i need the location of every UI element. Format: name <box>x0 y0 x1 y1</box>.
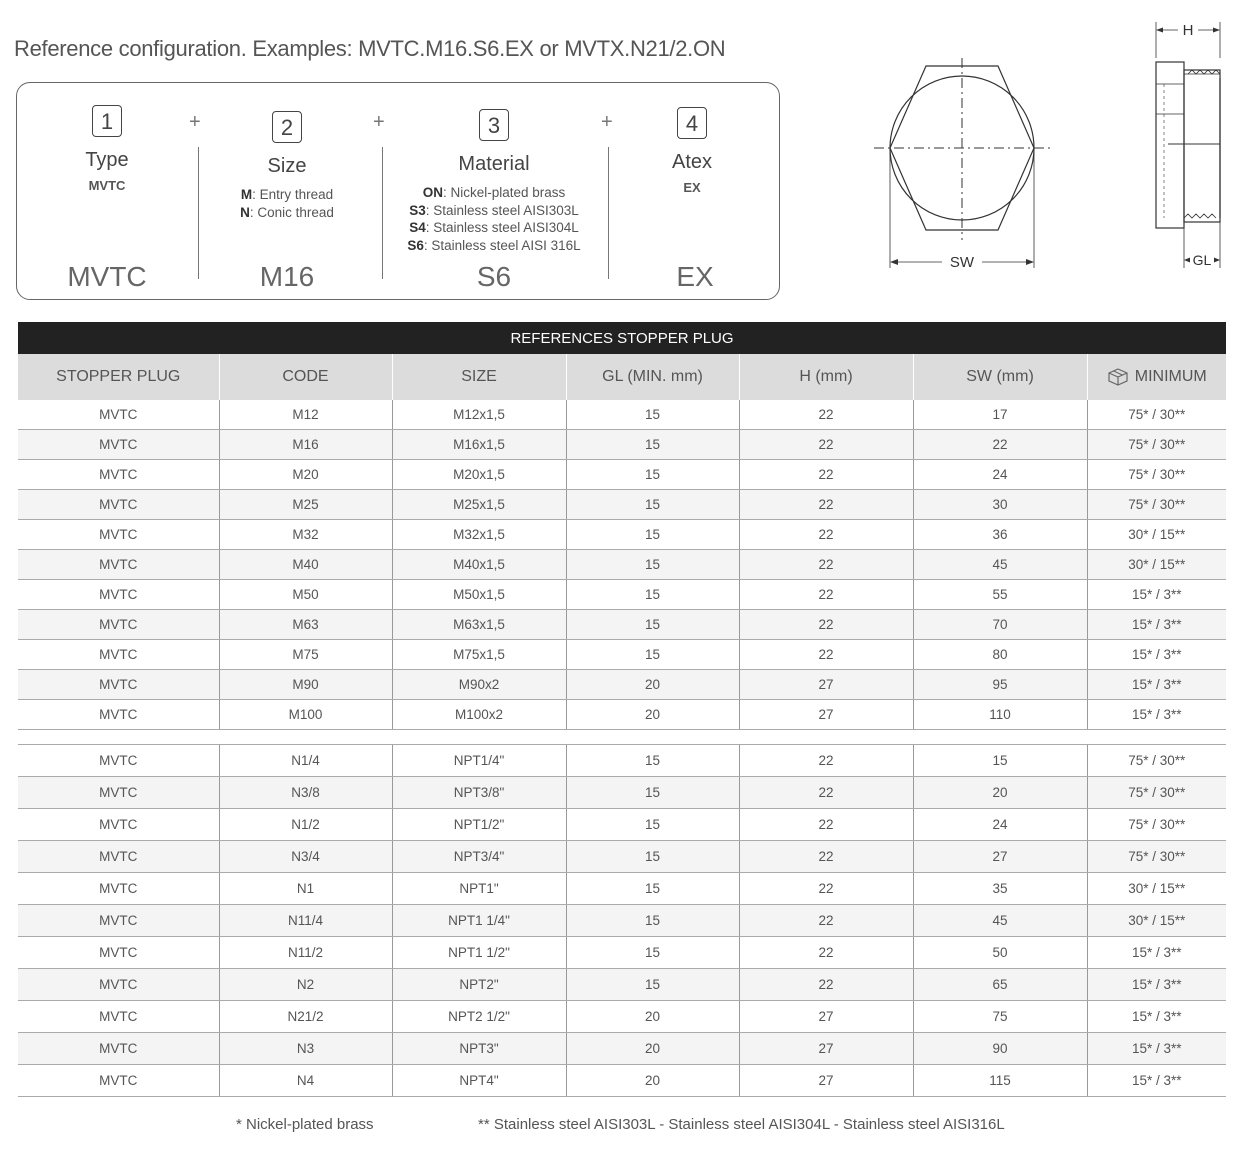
cell-minimum: 15* / 3** <box>1087 610 1226 640</box>
minimum-label: MINIMUM <box>1134 368 1207 386</box>
config-material-title: Material <box>458 153 530 175</box>
plus-sign: + <box>189 111 201 133</box>
cell-gl: 15 <box>566 400 739 430</box>
step-number-3: 3 <box>479 109 509 141</box>
cell-gl: 20 <box>566 1033 739 1065</box>
cell-size: M100x2 <box>392 700 566 730</box>
cell-size: NPT1" <box>392 873 566 905</box>
cell-size: M32x1,5 <box>392 520 566 550</box>
reference-config-box <box>16 82 780 300</box>
example-material: S6 <box>476 261 512 292</box>
table-row <box>18 809 1226 841</box>
config-size <box>217 111 357 221</box>
cell-size: NPT1/2" <box>392 809 566 841</box>
cell-h: 22 <box>739 937 913 969</box>
cell-stopper-plug: MVTC <box>18 841 219 873</box>
cell-gl: 15 <box>566 490 739 520</box>
cell-sw: 36 <box>913 520 1087 550</box>
table-row <box>18 610 1226 640</box>
cell-h: 22 <box>739 580 913 610</box>
cell-code: N3/8 <box>219 777 392 809</box>
cell-gl: 15 <box>566 610 739 640</box>
footnote-stainless: ** Stainless steel AISI303L - Stainless steel AISI304L - Stainless steel AISI316L <box>478 1116 1005 1133</box>
h-dimension-label: H <box>1182 22 1194 39</box>
code-label: ON <box>422 185 443 200</box>
cell-stopper-plug: MVTC <box>18 580 219 610</box>
cell-minimum: 15* / 3** <box>1087 580 1226 610</box>
cell-stopper-plug: MVTC <box>18 809 219 841</box>
cell-h: 27 <box>739 1065 913 1097</box>
cell-sw: 65 <box>913 969 1087 1001</box>
code-label: S3 <box>409 202 426 218</box>
config-type <box>57 105 157 193</box>
cell-sw: 95 <box>913 670 1087 700</box>
cell-gl: 15 <box>566 430 739 460</box>
package-box-icon <box>1107 368 1129 386</box>
cell-gl: 15 <box>566 580 739 610</box>
divider <box>198 147 199 279</box>
cell-sw: 22 <box>913 430 1087 460</box>
cell-code: N3/4 <box>219 841 392 873</box>
table-row <box>18 520 1226 550</box>
cell-size: NPT1 1/2" <box>392 937 566 969</box>
cell-size: M16x1,5 <box>392 430 566 460</box>
cell-minimum: 15* / 3** <box>1087 670 1226 700</box>
cell-gl: 20 <box>566 1065 739 1097</box>
table-row <box>18 580 1226 610</box>
cell-stopper-plug: MVTC <box>18 490 219 520</box>
hex-front-view-diagram <box>868 56 1058 278</box>
cell-sw: 110 <box>913 700 1087 730</box>
cell-h: 22 <box>739 777 913 809</box>
group-separator <box>18 730 1226 745</box>
cell-code: N11/4 <box>219 905 392 937</box>
cell-gl: 15 <box>566 809 739 841</box>
cell-h: 27 <box>739 1033 913 1065</box>
cell-code: M12 <box>219 400 392 430</box>
cell-sw: 45 <box>913 905 1087 937</box>
cell-stopper-plug: MVTC <box>18 745 219 777</box>
table-row <box>18 430 1226 460</box>
cell-stopper-plug: MVTC <box>18 905 219 937</box>
cell-code: M90 <box>219 670 392 700</box>
code-label: N <box>240 204 250 220</box>
cell-minimum: 30* / 15** <box>1087 520 1226 550</box>
cell-code: M16 <box>219 430 392 460</box>
cell-size: M12x1,5 <box>392 400 566 430</box>
cell-size: M90x2 <box>392 670 566 700</box>
cell-code: M50 <box>219 580 392 610</box>
cell-gl: 15 <box>566 520 739 550</box>
cell-size: NPT2 1/2" <box>392 1001 566 1033</box>
cell-sw: 70 <box>913 610 1087 640</box>
cell-code: N1 <box>219 873 392 905</box>
col-header-h: H (mm) <box>739 354 913 400</box>
cell-gl: 15 <box>566 745 739 777</box>
cell-gl: 15 <box>566 969 739 1001</box>
col-header-code: CODE <box>219 354 392 400</box>
cell-stopper-plug: MVTC <box>18 873 219 905</box>
side-view-diagram <box>1140 18 1240 278</box>
cell-minimum: 15* / 3** <box>1087 700 1226 730</box>
cell-h: 22 <box>739 520 913 550</box>
cell-code: M40 <box>219 550 392 580</box>
cell-minimum: 30* / 15** <box>1087 905 1226 937</box>
example-type: MVTC <box>67 261 147 292</box>
cell-sw: 50 <box>913 937 1087 969</box>
cell-minimum: 15* / 3** <box>1087 1001 1226 1033</box>
cell-size: M75x1,5 <box>392 640 566 670</box>
cell-h: 27 <box>739 1001 913 1033</box>
cell-size: M25x1,5 <box>392 490 566 520</box>
cell-h: 22 <box>739 841 913 873</box>
cell-gl: 15 <box>566 905 739 937</box>
cell-gl: 20 <box>566 670 739 700</box>
cell-code: M20 <box>219 460 392 490</box>
config-size-title: Size <box>267 155 307 177</box>
step-number-2: 2 <box>272 111 302 143</box>
cell-minimum: 75* / 30** <box>1087 809 1226 841</box>
cell-stopper-plug: MVTC <box>18 610 219 640</box>
cell-minimum: 15* / 3** <box>1087 1033 1226 1065</box>
table-row <box>18 490 1226 520</box>
table-row <box>18 550 1226 580</box>
cell-sw: 55 <box>913 580 1087 610</box>
cell-size: NPT1/4" <box>392 745 566 777</box>
example-atex: EX <box>676 261 714 292</box>
table-row <box>18 969 1226 1001</box>
cell-h: 22 <box>739 490 913 520</box>
config-material <box>397 109 591 254</box>
cell-gl: 15 <box>566 550 739 580</box>
gl-dimension-label: GL <box>1192 252 1212 268</box>
cell-code: N2 <box>219 969 392 1001</box>
table-row <box>18 745 1226 777</box>
cell-size: NPT3" <box>392 1033 566 1065</box>
config-atex-sub: EX <box>683 180 701 195</box>
cell-stopper-plug: MVTC <box>18 640 219 670</box>
cell-minimum: 75* / 30** <box>1087 841 1226 873</box>
cell-h: 27 <box>739 670 913 700</box>
cell-gl: 15 <box>566 841 739 873</box>
cell-stopper-plug: MVTC <box>18 550 219 580</box>
cell-h: 22 <box>739 400 913 430</box>
references-table <box>18 322 1226 1097</box>
cell-h: 22 <box>739 460 913 490</box>
col-header-sw: SW (mm) <box>913 354 1087 400</box>
separator-cell <box>18 730 1226 745</box>
code-text: : Stainless steel AISI304L <box>425 220 579 235</box>
cell-h: 22 <box>739 610 913 640</box>
code-label: S4 <box>409 220 426 235</box>
col-header-stopper-plug: STOPPER PLUG <box>18 354 219 400</box>
col-header-minimum <box>1087 354 1226 400</box>
cell-stopper-plug: MVTC <box>18 430 219 460</box>
cell-minimum: 15* / 3** <box>1087 969 1226 1001</box>
page-heading: Reference configuration. Examples: MVTC.M16.S6.EX or MVTX.N21/2.ON <box>14 36 726 61</box>
cell-code: N1/4 <box>219 745 392 777</box>
example-size: M16 <box>259 261 315 292</box>
cell-sw: 80 <box>913 640 1087 670</box>
cell-minimum: 30* / 15** <box>1087 873 1226 905</box>
cell-size: NPT3/8" <box>392 777 566 809</box>
code-text: : Conic thread <box>249 204 334 220</box>
table-row <box>18 937 1226 969</box>
cell-sw: 24 <box>913 460 1087 490</box>
cell-size: M50x1,5 <box>392 580 566 610</box>
cell-size: NPT2" <box>392 969 566 1001</box>
cell-sw: 30 <box>913 490 1087 520</box>
cell-code: N3 <box>219 1033 392 1065</box>
cell-stopper-plug: MVTC <box>18 777 219 809</box>
table-row <box>18 1065 1226 1097</box>
divider <box>608 147 609 279</box>
cell-h: 22 <box>739 809 913 841</box>
divider <box>382 147 383 279</box>
cell-minimum: 30* / 15** <box>1087 550 1226 580</box>
table-row <box>18 700 1226 730</box>
cell-size: NPT1 1/4" <box>392 905 566 937</box>
plus-sign: + <box>601 111 613 133</box>
cell-minimum: 75* / 30** <box>1087 490 1226 520</box>
cell-sw: 75 <box>913 1001 1087 1033</box>
table-row <box>18 640 1226 670</box>
code-text: : Entry thread <box>252 187 334 202</box>
table-row <box>18 460 1226 490</box>
table-body <box>18 400 1226 1097</box>
cell-size: M63x1,5 <box>392 610 566 640</box>
cell-minimum: 75* / 30** <box>1087 745 1226 777</box>
cell-gl: 15 <box>566 873 739 905</box>
cell-code: M32 <box>219 520 392 550</box>
col-header-size: SIZE <box>392 354 566 400</box>
cell-h: 22 <box>739 550 913 580</box>
cell-minimum: 75* / 30** <box>1087 430 1226 460</box>
cell-stopper-plug: MVTC <box>18 460 219 490</box>
table-row <box>18 1001 1226 1033</box>
table-row <box>18 905 1226 937</box>
config-size-desc <box>217 186 357 221</box>
cell-sw: 20 <box>913 777 1087 809</box>
config-type-title: Type <box>85 149 129 171</box>
table-row <box>18 873 1226 905</box>
cell-size: M20x1,5 <box>392 460 566 490</box>
cell-sw: 15 <box>913 745 1087 777</box>
cell-code: M75 <box>219 640 392 670</box>
cell-code: N11/2 <box>219 937 392 969</box>
table-row <box>18 670 1226 700</box>
sw-dimension-label: SW <box>949 254 975 271</box>
cell-gl: 15 <box>566 460 739 490</box>
code-label: M <box>240 187 253 202</box>
cell-minimum: 75* / 30** <box>1087 460 1226 490</box>
cell-stopper-plug: MVTC <box>18 1001 219 1033</box>
cell-stopper-plug: MVTC <box>18 969 219 1001</box>
cell-sw: 27 <box>913 841 1087 873</box>
cell-minimum: 75* / 30** <box>1087 777 1226 809</box>
cell-minimum: 15* / 3** <box>1087 937 1226 969</box>
cell-sw: 24 <box>913 809 1087 841</box>
cell-code: N4 <box>219 1065 392 1097</box>
cell-stopper-plug: MVTC <box>18 700 219 730</box>
config-atex <box>642 107 742 195</box>
table-row <box>18 400 1226 430</box>
cell-size: M40x1,5 <box>392 550 566 580</box>
cell-sw: 35 <box>913 873 1087 905</box>
cell-size: NPT3/4" <box>392 841 566 873</box>
code-text: : Stainless steel AISI 316L <box>423 237 581 253</box>
step-number-1: 1 <box>92 105 122 137</box>
cell-sw: 115 <box>913 1065 1087 1097</box>
table-row <box>18 777 1226 809</box>
cell-sw: 45 <box>913 550 1087 580</box>
cell-code: M63 <box>219 610 392 640</box>
table-row <box>18 1033 1226 1065</box>
cell-stopper-plug: MVTC <box>18 520 219 550</box>
cell-minimum: 75* / 30** <box>1087 400 1226 430</box>
cell-stopper-plug: MVTC <box>18 1065 219 1097</box>
cell-code: M25 <box>219 490 392 520</box>
config-type-sub: MVTC <box>88 178 126 193</box>
cell-sw: 90 <box>913 1033 1087 1065</box>
config-material-desc <box>397 184 591 254</box>
cell-code: N21/2 <box>219 1001 392 1033</box>
cell-h: 22 <box>739 745 913 777</box>
cell-size: NPT4" <box>392 1065 566 1097</box>
table-title: REFERENCES STOPPER PLUG <box>18 322 1226 354</box>
cell-minimum: 15* / 3** <box>1087 640 1226 670</box>
cell-stopper-plug: MVTC <box>18 670 219 700</box>
plus-sign: + <box>373 111 385 133</box>
cell-h: 22 <box>739 640 913 670</box>
step-number-4: 4 <box>677 107 707 139</box>
cell-h: 22 <box>739 430 913 460</box>
code-text: : Stainless steel AISI303L <box>425 202 579 218</box>
table-row <box>18 841 1226 873</box>
col-header-gl: GL (MIN. mm) <box>566 354 739 400</box>
cell-gl: 20 <box>566 1001 739 1033</box>
cell-stopper-plug: MVTC <box>18 937 219 969</box>
cell-gl: 15 <box>566 777 739 809</box>
cell-h: 22 <box>739 873 913 905</box>
cell-code: M100 <box>219 700 392 730</box>
cell-sw: 17 <box>913 400 1087 430</box>
config-atex-title: Atex <box>671 151 713 173</box>
cell-h: 22 <box>739 969 913 1001</box>
cell-gl: 20 <box>566 700 739 730</box>
cell-stopper-plug: MVTC <box>18 400 219 430</box>
cell-gl: 15 <box>566 937 739 969</box>
cell-code: N1/2 <box>219 809 392 841</box>
code-label: S6 <box>407 237 424 253</box>
footnote-nickel: * Nickel-plated brass <box>236 1116 374 1133</box>
cell-gl: 15 <box>566 640 739 670</box>
cell-stopper-plug: MVTC <box>18 1033 219 1065</box>
code-text: : Nickel-plated brass <box>442 185 566 200</box>
cell-minimum: 15* / 3** <box>1087 1065 1226 1097</box>
cell-h: 27 <box>739 700 913 730</box>
cell-h: 22 <box>739 905 913 937</box>
